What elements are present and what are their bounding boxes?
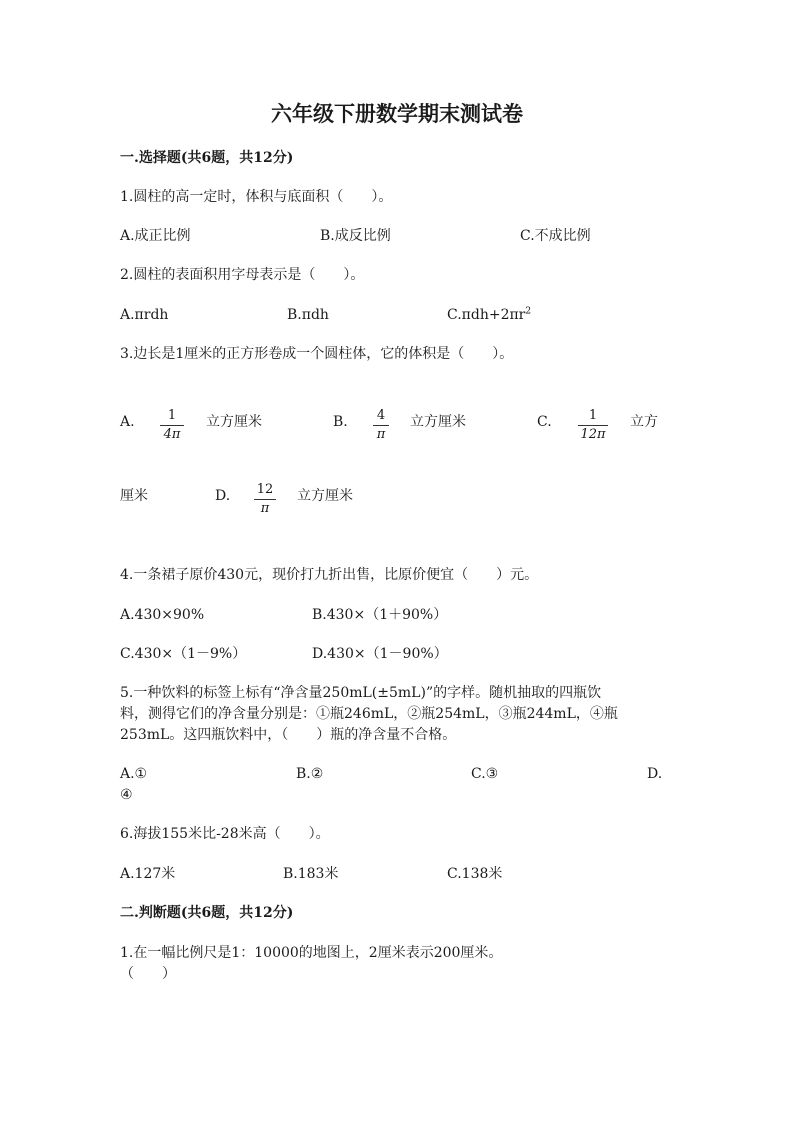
- fraction-denominator: 4π: [163, 427, 181, 442]
- question-6-option-c: C.138米: [447, 866, 503, 882]
- question-3-option-d-fraction: [254, 482, 276, 517]
- judgement-1-answer-blank: （ ）: [120, 966, 176, 982]
- fraction-denominator: π: [376, 427, 386, 442]
- question-2-stem: 2.圆柱的表面积用字母表示是（ ）。: [120, 267, 365, 283]
- fraction-denominator: 12π: [580, 427, 606, 442]
- question-1-option-a: A.成正比例: [120, 228, 191, 244]
- question-1-option-b: B.成反比例: [320, 228, 391, 244]
- question-4-option-b: B.430×（1＋90%）: [312, 607, 448, 623]
- question-3-option-d-unit: 立方厘米: [297, 488, 353, 504]
- fraction-numerator: 1: [578, 408, 608, 426]
- fraction-numerator: 12: [254, 482, 276, 500]
- fraction-numerator: 1: [160, 408, 184, 426]
- question-3-option-a-label: A.: [120, 414, 135, 430]
- question-2-option-c: [447, 305, 531, 325]
- question-3-option-b-label: B.: [333, 414, 348, 430]
- question-4-stem: 4.一条裙子原价430元，现价打九折出售，比原价便宜（ ）元。: [120, 567, 539, 583]
- question-1-stem: 1.圆柱的高一定时，体积与底面积（ ）。: [120, 189, 393, 205]
- question-3-option-c-fraction: [578, 408, 608, 443]
- question-5-option-d-value: ④: [120, 787, 133, 803]
- question-5-option-b: B.②: [296, 766, 324, 782]
- question-2-option-b: B.πdh: [287, 307, 329, 323]
- page-title: 六年级下册数学期末测试卷: [271, 101, 523, 126]
- question-5-stem-line-1: 5.一种饮料的标签上标有“净含量250mL(±5mL)”的字样。随机抽取的四瓶饮: [120, 685, 602, 701]
- question-1-option-c: C.不成比例: [520, 228, 591, 244]
- question-3-option-c-unit-continued: 厘米: [120, 488, 148, 504]
- question-3-option-b-unit: 立方厘米: [410, 414, 466, 430]
- question-3-stem: 3.边长是1厘米的正方形卷成一个圆柱体，它的体积是（ ）。: [120, 346, 514, 362]
- question-6-option-a: A.127米: [120, 866, 176, 882]
- question-3-option-d-label: D.: [215, 488, 231, 504]
- question-3-option-a-unit: 立方厘米: [206, 414, 262, 430]
- section-heading-choice: 一.选择题(共6题，共12分): [120, 150, 294, 166]
- question-5-stem-line-2: 料，测得它们的净含量分别是：①瓶246mL，②瓶254mL，③瓶244mL，④瓶: [120, 706, 618, 722]
- question-3-option-c-unit: 立方: [630, 414, 658, 430]
- question-3-option-b-fraction: [373, 408, 389, 443]
- question-4-option-a: A.430×90%: [120, 607, 205, 623]
- question-3-option-c-label: C.: [537, 414, 552, 430]
- section-heading-judgement: 二.判断题(共6题，共12分): [120, 905, 294, 921]
- question-6-option-b: B.183米: [283, 866, 339, 882]
- question-6-stem: 6.海拔155米比-28米高（ ）。: [120, 826, 330, 842]
- question-5-option-a: A.①: [120, 766, 148, 782]
- question-4-option-c: C.430×（1－9%）: [120, 646, 247, 662]
- fraction-denominator: π: [260, 501, 270, 516]
- fraction-numerator: 4: [373, 408, 389, 426]
- question-5-stem-line-3: 253mL。这四瓶饮料中，（ ）瓶的净含量不合格。: [120, 727, 457, 743]
- option-c-text: C.πdh+2πr: [447, 307, 526, 323]
- judgement-1-stem: 1.在一幅比例尺是1：10000的地图上，2厘米表示200厘米。: [120, 945, 503, 961]
- question-2-option-a: A.πrdh: [120, 307, 169, 323]
- question-3-option-a-fraction: [160, 408, 184, 443]
- option-c-exponent: 2: [525, 306, 532, 317]
- question-4-option-d: D.430×（1－90%）: [312, 646, 448, 662]
- question-5-option-d-label: D.: [647, 766, 663, 782]
- question-5-option-c: C.③: [471, 766, 499, 782]
